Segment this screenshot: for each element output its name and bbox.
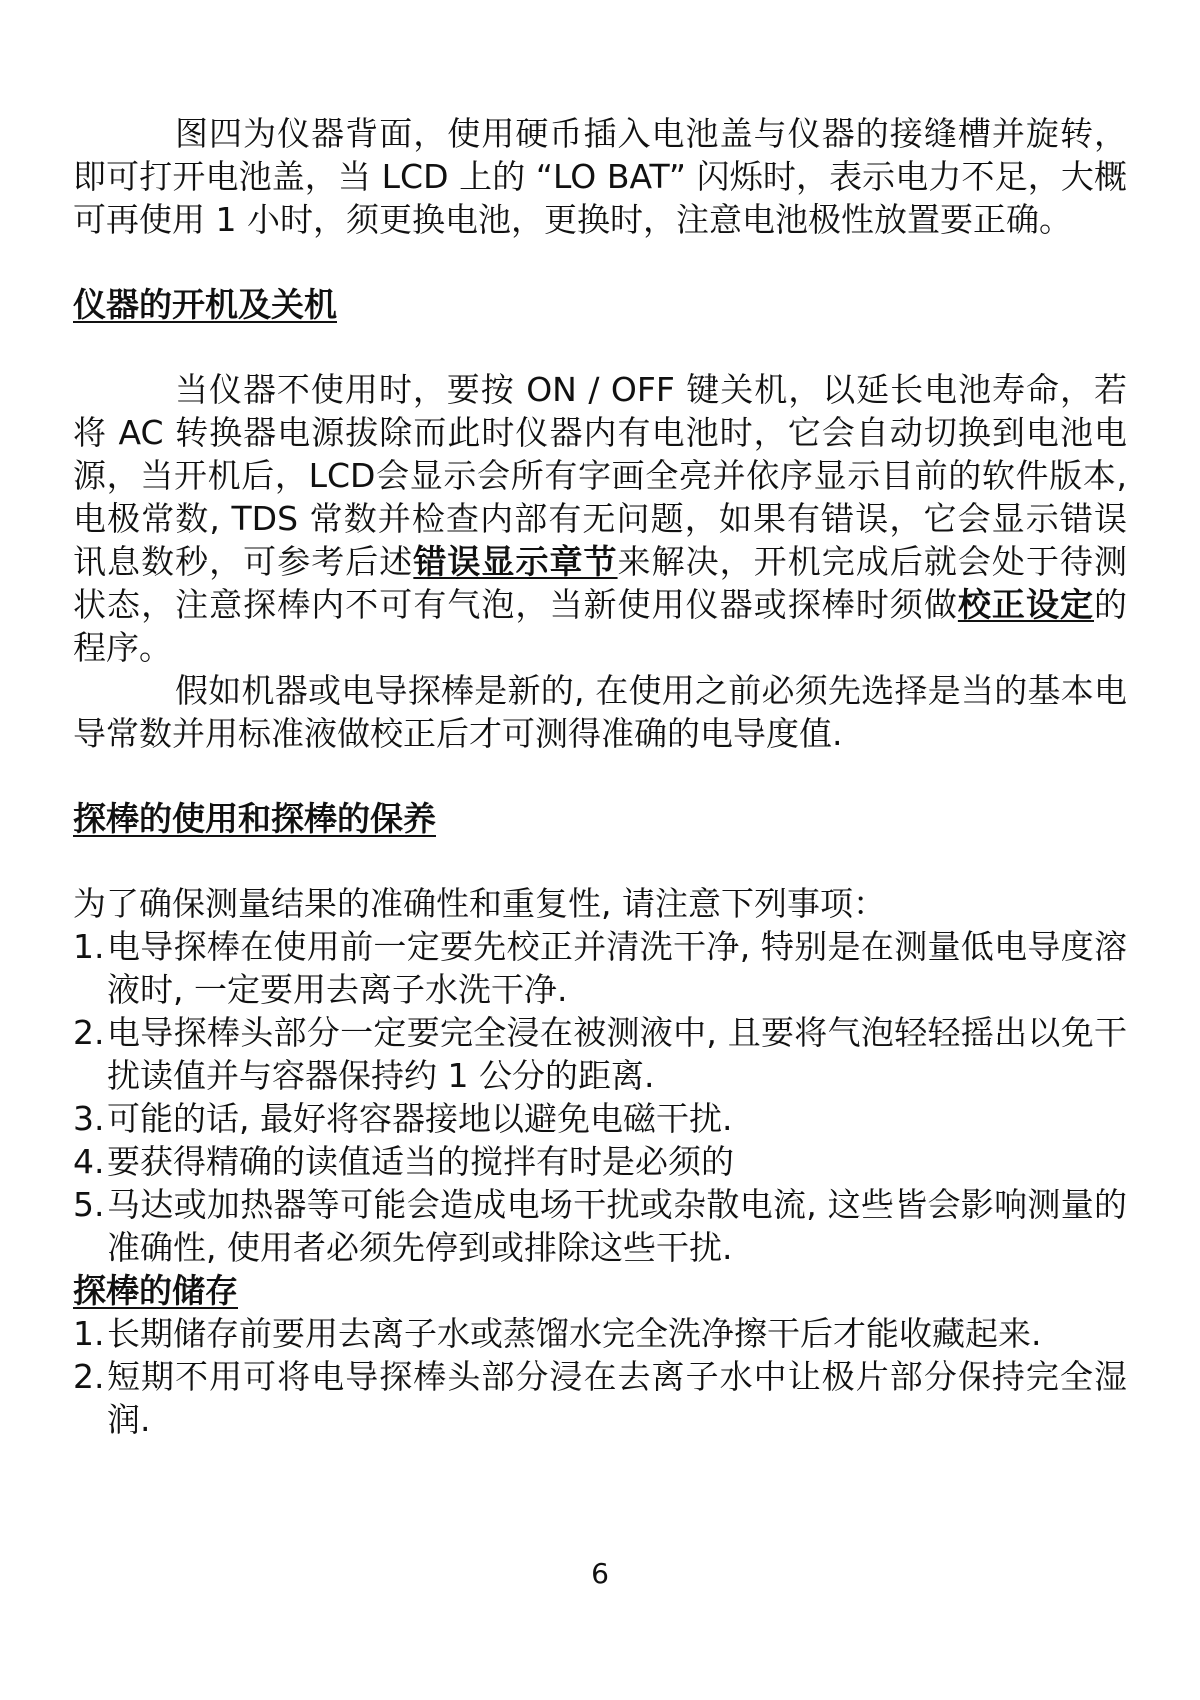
list-item-number: 3. (73, 1099, 105, 1138)
list-item-text: 电导探棒头部分一定要完全浸在被测液中, 且要将气泡轻轻摇出以免干扰读值并与容器保持约 1 公分的距离. (107, 1013, 1127, 1095)
power-paragraph (73, 368, 1127, 669)
list-item-number: 2. (73, 1357, 105, 1396)
list-item-text: 电导探棒在使用前一定要先校正并清洗干净, 特别是在测量低电导度溶液时, 一定要用去离子水洗干净. (107, 927, 1127, 1009)
list-item (73, 1312, 1127, 1355)
section-heading-probe-use: 探棒的使用和探棒的保养 (73, 799, 436, 838)
list-item-text: 马达或加热器等可能会造成电场干扰或杂散电流, 这些皆会影响测量的准确性, 使用者必须先停到或排除这些干扰. (107, 1185, 1127, 1267)
list-item (73, 1140, 1127, 1183)
probe-use-intro: 为了确保测量结果的准确性和重复性, 请注意下列事项： (73, 884, 886, 923)
probe-use-list (73, 925, 1127, 1269)
list-item (73, 1355, 1127, 1441)
section-heading-power: 仪器的开机及关机 (73, 285, 337, 324)
list-item-text: 可能的话, 最好将容器接地以避免电磁干扰. (107, 1099, 733, 1138)
power-text-b: 来解决，开机完成后就会处于待测状态，注意探棒内不可有气泡，当新使用仪器或探棒时须做 (73, 542, 1128, 624)
new-probe-paragraph: 假如机器或电导探棒是新的, 在使用之前必须先选择是当的基本电导常数并用标准液做校正后才可测得准确的电导度值. (73, 671, 1127, 753)
list-item-number: 2. (73, 1013, 105, 1052)
list-item-text: 短期不用可将电导探棒头部分浸在去离子水中让极片部分保持完全湿润. (107, 1357, 1127, 1439)
list-item-number: 1. (73, 927, 105, 966)
page-number: 6 (591, 1557, 609, 1590)
list-item (73, 1097, 1127, 1140)
list-item-text: 要获得精确的读值适当的搅拌有时是必须的 (107, 1142, 734, 1181)
list-item-number: 1. (73, 1314, 105, 1353)
calibration-setup-link[interactable]: 校正设定 (957, 585, 1095, 624)
list-item-text: 长期储存前要用去离子水或蒸馏水完全洗净擦干后才能收藏起来. (107, 1314, 1042, 1353)
battery-paragraph: 图四为仪器背面，使用硬币插入电池盖与仪器的接缝槽并旋转，即可打开电池盖，当 LCD 上的 “LO BAT” 闪烁时，表示电力不足，大概可再使用 1 小时，须更换电池，更换时，注意电池极性放置要正确。 (73, 114, 1127, 239)
section-heading-storage: 探棒的储存 (73, 1271, 238, 1310)
list-item (73, 925, 1127, 1011)
error-display-link[interactable]: 错误显示章节 (413, 542, 618, 581)
list-item (73, 1011, 1127, 1097)
list-item-number: 4. (73, 1142, 105, 1181)
list-item (73, 1183, 1127, 1269)
storage-list (73, 1312, 1127, 1441)
list-item-number: 5. (73, 1185, 105, 1224)
power-text-c: 的程序。 (73, 585, 1128, 667)
power-text-a: 当仪器不使用时，要按 ON / OFF 键关机，以延长电池寿命，若将 AC 转换器电源拔除而此时仪器内有电池时，它会自动切换到电池电源，当开机后，LCD会显示会所有字画全亮并依序显示目前的软件版本, 电极常数, TDS 常数并检查内部有无问题，如果有错误，它会显示错误讯息数秒，可参考后述 (73, 370, 1127, 581)
